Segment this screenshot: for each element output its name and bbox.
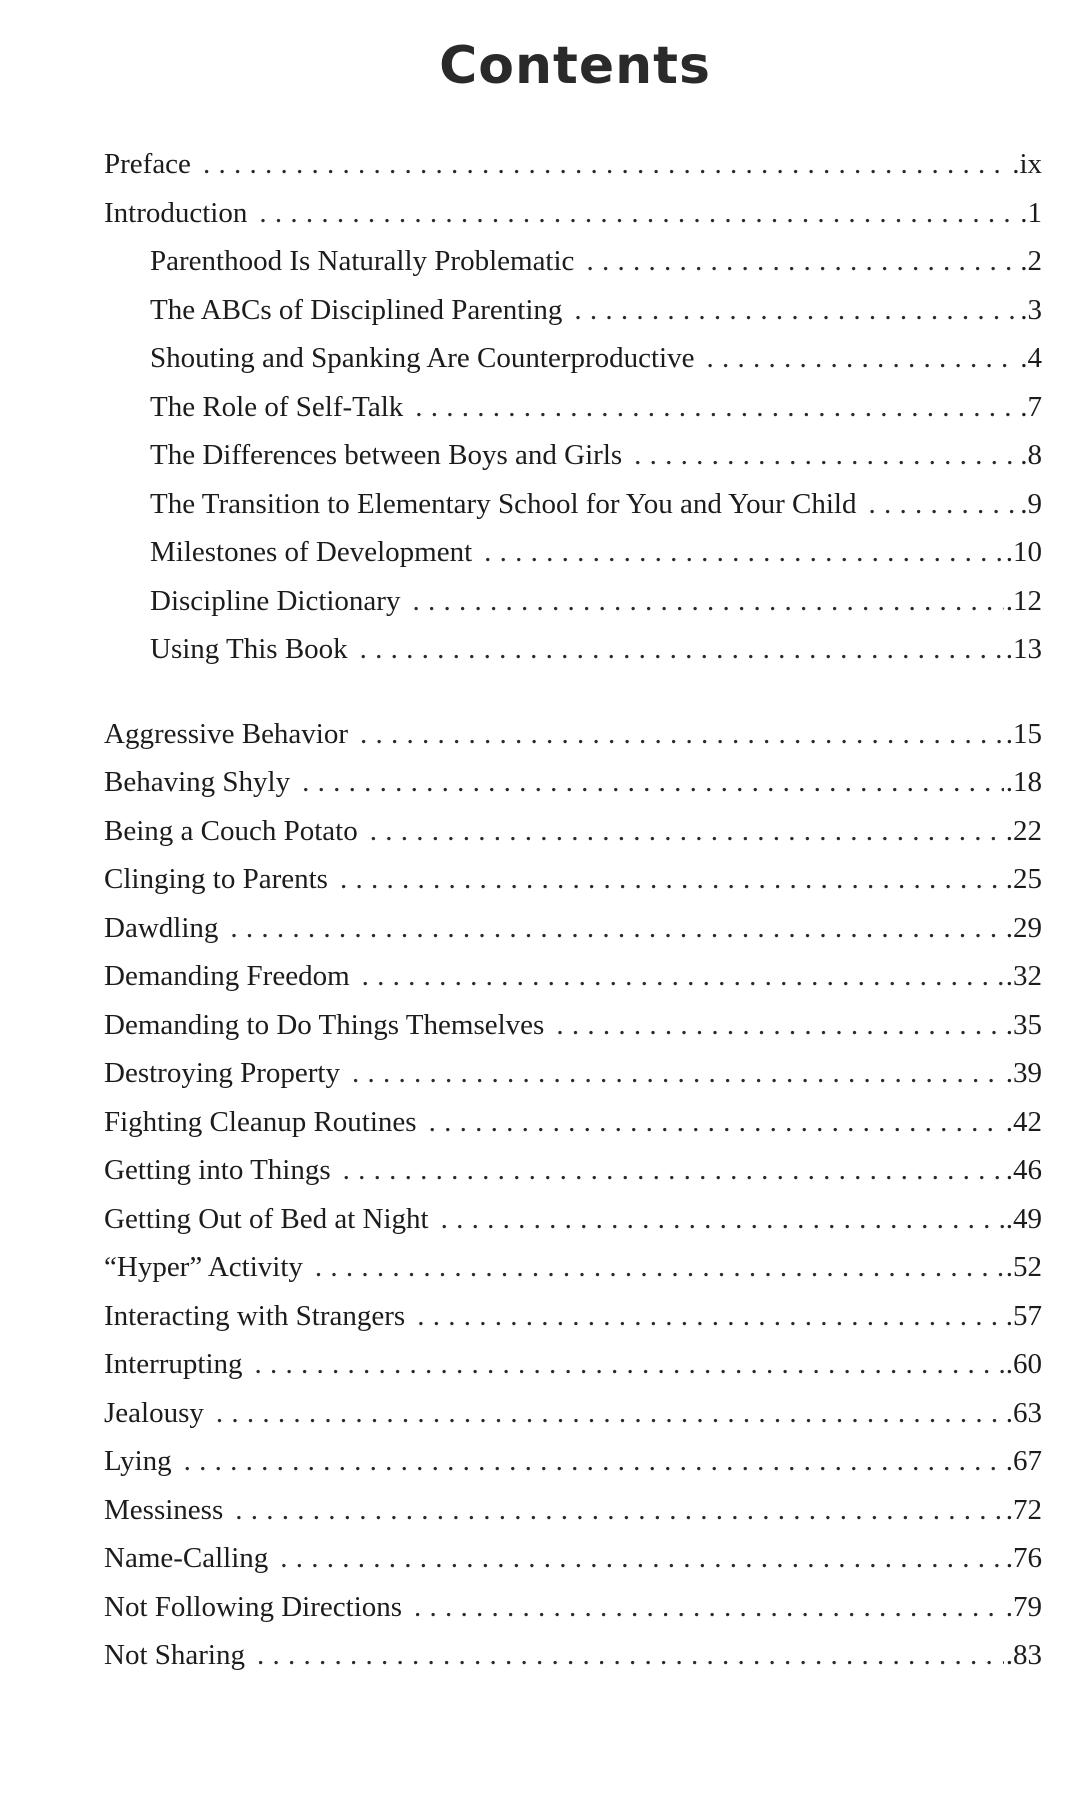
toc-entry-page: .2 <box>1020 245 1042 277</box>
toc-chapter-entry[interactable] <box>104 1437 1042 1486</box>
toc-entry-label: Not Following Directions <box>104 1590 403 1623</box>
dot-leader <box>230 904 1003 953</box>
dot-leader <box>417 1292 1004 1341</box>
dot-leader <box>257 1631 1004 1680</box>
dot-leader <box>203 140 1010 189</box>
toc-entry-label: Behaving Shyly <box>104 766 291 798</box>
toc-entry-label: Preface <box>104 148 191 180</box>
toc-entry-page: .9 <box>1020 487 1042 520</box>
toc-entry-page: .57 <box>1005 1299 1042 1332</box>
toc-entry-page: .39 <box>1005 1057 1042 1089</box>
toc-entry-page: .3 <box>1020 293 1042 326</box>
toc-chapter-entry[interactable] <box>104 1146 1042 1195</box>
toc-entry-label: Interacting with Strangers <box>104 1299 406 1332</box>
toc-entry-label: Lying <box>104 1445 172 1477</box>
toc-entry-page: .25 <box>1005 863 1042 895</box>
dot-leader <box>340 855 1004 904</box>
dot-leader <box>352 1049 1004 1098</box>
dot-leader <box>586 237 1018 286</box>
toc-entry-label: Jealousy <box>104 1396 204 1429</box>
dot-leader <box>216 1389 1004 1438</box>
toc-entry-label: The Transition to Elementary School for You and Your Child <box>150 487 857 520</box>
toc-chapter-entry[interactable] <box>104 1340 1042 1389</box>
toc-entry-label: Using This Book <box>150 633 348 665</box>
toc-entry-page: .72 <box>1005 1493 1042 1526</box>
dot-leader <box>360 625 1004 674</box>
toc-chapter-entry[interactable] <box>104 904 1042 953</box>
toc-chapter-entry[interactable] <box>104 952 1042 1001</box>
page-title: Contents <box>439 36 711 96</box>
toc-entry-label: Fighting Cleanup Routines <box>104 1105 417 1138</box>
toc-entry-label: Introduction <box>104 196 248 229</box>
toc-entry-label: The ABCs of Disciplined Parenting <box>150 293 563 326</box>
toc-chapter-entry[interactable] <box>104 1631 1042 1680</box>
toc-entry-page: .1 <box>1020 196 1042 229</box>
toc-entry-label: Parenthood Is Naturally Problematic <box>150 245 575 277</box>
toc-subentry[interactable] <box>104 480 1042 529</box>
dot-leader <box>235 1486 1004 1535</box>
toc-entry-page: .13 <box>1005 633 1042 665</box>
toc-entry-label: The Role of Self-Talk <box>150 390 404 423</box>
section-spacer <box>104 674 1042 710</box>
dot-leader <box>574 286 1018 335</box>
toc-entry-label: Aggressive Behavior <box>104 717 349 750</box>
toc-entry-label: Demanding Freedom <box>104 960 350 992</box>
toc-entry-label: Demanding to Do Things Themselves <box>104 1008 545 1041</box>
toc-entry-label: Dawdling <box>104 911 219 944</box>
toc-entry-page: .10 <box>1005 536 1042 568</box>
toc-chapter-entry[interactable] <box>104 855 1042 904</box>
toc-entry-label: Shouting and Spanking Are Counterproductive <box>150 342 695 374</box>
toc-entry-page: .29 <box>1005 911 1042 944</box>
dot-leader <box>429 1098 1004 1147</box>
toc-entry-label: Being a Couch Potato <box>104 814 358 847</box>
toc-entry-label: Discipline Dictionary <box>150 584 401 617</box>
toc-entry-label: Name-Calling <box>104 1542 269 1574</box>
toc-subentry[interactable] <box>104 383 1042 432</box>
toc-entry-label: Not Sharing <box>104 1639 245 1671</box>
toc-entry-page: .79 <box>1005 1590 1042 1623</box>
toc-chapter-entry[interactable] <box>104 1486 1042 1535</box>
toc-chapter-entry[interactable] <box>104 1195 1042 1244</box>
toc-entry-page: .46 <box>1005 1154 1042 1186</box>
dot-leader <box>302 758 1004 807</box>
toc-chapter-entry[interactable] <box>104 758 1042 807</box>
dot-leader <box>315 1243 1004 1292</box>
dot-leader <box>280 1534 1003 1583</box>
toc-chapter-entry[interactable] <box>104 807 1042 856</box>
toc-entry-page: .4 <box>1020 342 1042 374</box>
toc-subentry[interactable] <box>104 528 1042 577</box>
dot-leader <box>414 1583 1004 1632</box>
dot-leader <box>259 189 1018 238</box>
toc-entry-page: .32 <box>1005 960 1042 992</box>
toc-entry-page: .18 <box>1005 766 1042 798</box>
dot-leader <box>370 807 1004 856</box>
toc-entry-label: Clinging to Parents <box>104 863 328 895</box>
dot-leader <box>255 1340 1004 1389</box>
toc-chapter-entry[interactable] <box>104 1243 1042 1292</box>
toc-entry-page: .42 <box>1005 1105 1042 1138</box>
toc-subentry[interactable] <box>104 625 1042 674</box>
toc-entry-page: .49 <box>1005 1202 1042 1235</box>
toc-entry-page: .67 <box>1005 1445 1042 1477</box>
dot-leader <box>362 952 1004 1001</box>
dot-leader <box>707 334 1019 383</box>
toc-entry-label: The Differences between Boys and Girls <box>150 439 623 471</box>
toc-chapter-entry[interactable] <box>104 1098 1042 1147</box>
toc-entry-page: .ix <box>1012 148 1042 180</box>
toc-subentry[interactable] <box>104 286 1042 335</box>
toc-chapter-entry[interactable] <box>104 1583 1042 1632</box>
toc-subentry[interactable] <box>104 577 1042 626</box>
dot-leader <box>343 1146 1004 1195</box>
toc-entry-page: .15 <box>1005 717 1042 750</box>
toc-entry-page: .52 <box>1005 1251 1042 1283</box>
toc-entry-page: .60 <box>1005 1348 1042 1380</box>
toc-entry-label: “Hyper” Activity <box>104 1251 303 1283</box>
dot-leader <box>360 710 1004 759</box>
toc-chapter-entry[interactable] <box>104 1292 1042 1341</box>
toc-subentry[interactable] <box>104 334 1042 383</box>
toc-chapter-entry[interactable] <box>104 1049 1042 1098</box>
toc-entry-label: Interrupting <box>104 1348 243 1380</box>
dot-leader <box>441 1195 1004 1244</box>
dot-leader <box>412 577 1003 626</box>
dot-leader <box>634 431 1018 480</box>
toc-entry-page: .35 <box>1005 1008 1042 1041</box>
toc-subentry[interactable] <box>104 237 1042 286</box>
toc-entry-page: .7 <box>1020 390 1042 423</box>
toc-entry-label: Milestones of Development <box>150 536 473 568</box>
toc-entry-page: .22 <box>1005 814 1042 847</box>
table-of-contents <box>104 140 1042 1680</box>
toc-entry-page: .63 <box>1005 1396 1042 1429</box>
toc-chapter-entry[interactable] <box>104 1001 1042 1050</box>
toc-chapter-entry[interactable] <box>104 1389 1042 1438</box>
toc-entry-page: .8 <box>1020 439 1042 471</box>
toc-entry-page: .83 <box>1005 1639 1042 1671</box>
toc-entry-page: .12 <box>1005 584 1042 617</box>
dot-leader <box>484 528 1004 577</box>
toc-entry-label: Getting Out of Bed at Night <box>104 1202 429 1235</box>
dot-leader <box>556 1001 1003 1050</box>
toc-entry-introduction[interactable] <box>104 189 1042 238</box>
dot-leader <box>869 480 1019 529</box>
toc-entry-page: .76 <box>1005 1542 1042 1574</box>
toc-entry-preface[interactable] <box>104 140 1042 189</box>
toc-entry-label: Destroying Property <box>104 1057 340 1089</box>
toc-entry-label: Messiness <box>104 1493 224 1526</box>
toc-subentry[interactable] <box>104 431 1042 480</box>
toc-chapter-entry[interactable] <box>104 1534 1042 1583</box>
dot-leader <box>415 383 1018 432</box>
toc-chapter-entry[interactable] <box>104 710 1042 759</box>
toc-entry-label: Getting into Things <box>104 1154 331 1186</box>
dot-leader <box>184 1437 1004 1486</box>
